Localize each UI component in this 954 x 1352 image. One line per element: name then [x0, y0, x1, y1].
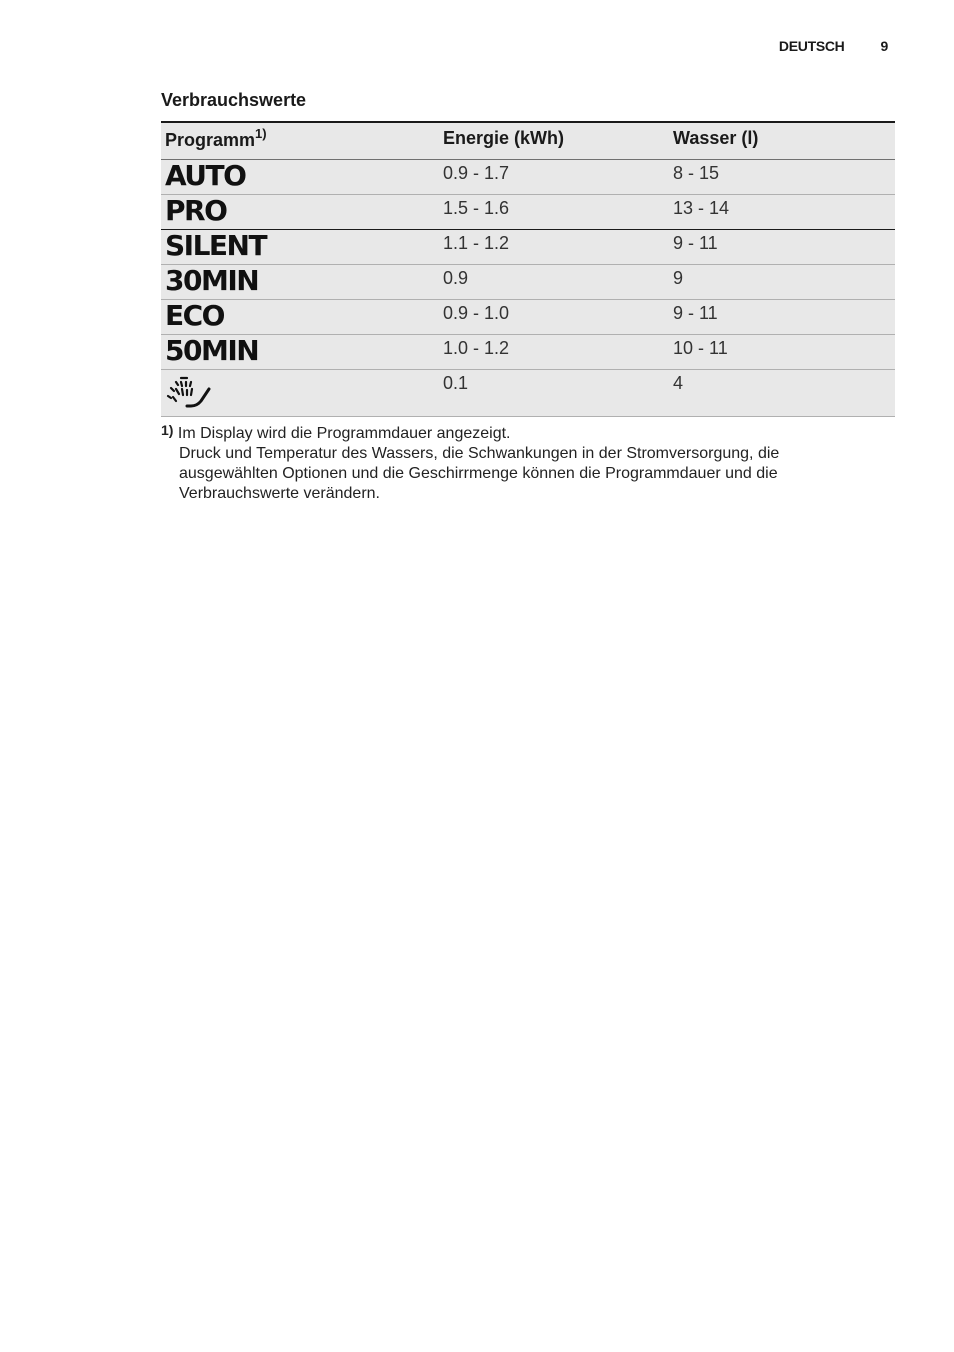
column-header-program-label: Programm [165, 130, 256, 150]
energy-cell: 0.9 [439, 264, 669, 299]
header-language: DEUTSCH [778, 38, 845, 54]
program-symbol: ECO [165, 298, 224, 332]
footnote-marker: 1) [161, 422, 174, 438]
program-cell [161, 264, 439, 299]
water-cell: 10 - 11 [669, 334, 895, 369]
program-symbol: 30MIN [165, 263, 259, 297]
footnote-line-1: Im Display wird die Programmdauer angezeigt. [177, 425, 511, 442]
energy-cell: 0.1 [439, 369, 669, 416]
footnote-reference: 1) [255, 126, 267, 141]
energy-cell: 1.1 - 1.2 [439, 229, 669, 264]
energy-cell: 1.0 - 1.2 [439, 334, 669, 369]
water-cell: 9 - 11 [669, 299, 895, 334]
program-cell [161, 194, 439, 229]
energy-cell: 0.9 - 1.7 [439, 159, 669, 194]
water-cell: 8 - 15 [669, 159, 895, 194]
program-cell [161, 369, 439, 416]
table-header-row [161, 122, 895, 159]
program-cell [161, 334, 439, 369]
program-cell [161, 159, 439, 194]
table-row [161, 264, 895, 299]
rinse-spray-icon [165, 375, 213, 416]
table-row [161, 159, 895, 194]
program-cell [161, 229, 439, 264]
table-row [161, 369, 895, 416]
footnote [161, 424, 861, 504]
section-title: Verbrauchswerte [161, 90, 307, 110]
column-header-water: Wasser (l) [669, 122, 895, 159]
program-symbol: 50MIN [165, 333, 259, 367]
page-header [779, 38, 888, 54]
table-row [161, 194, 895, 229]
table-row [161, 334, 895, 369]
table-row [161, 299, 895, 334]
water-cell: 4 [669, 369, 895, 416]
column-header-energy: Energie (kWh) [439, 122, 669, 159]
water-cell: 9 [669, 264, 895, 299]
column-header-program [161, 122, 439, 159]
program-symbol: AUTO [165, 158, 246, 192]
energy-cell: 1.5 - 1.6 [439, 194, 669, 229]
program-symbol: SILENT [165, 228, 267, 262]
footnote-line-2: Druck und Temperatur des Wassers, die Schwankungen in der Stromversorgung, die ausgewählten Optionen und die Geschirrmenge können die Programmdauer und die Verbrauchswerte verändern. [179, 445, 780, 502]
energy-cell: 0.9 - 1.0 [439, 299, 669, 334]
consumption-table [161, 121, 895, 417]
water-cell: 9 - 11 [669, 229, 895, 264]
program-cell [161, 299, 439, 334]
table-row [161, 229, 895, 264]
page-number: 9 [880, 38, 888, 54]
program-symbol: PRO [165, 193, 227, 227]
water-cell: 13 - 14 [669, 194, 895, 229]
